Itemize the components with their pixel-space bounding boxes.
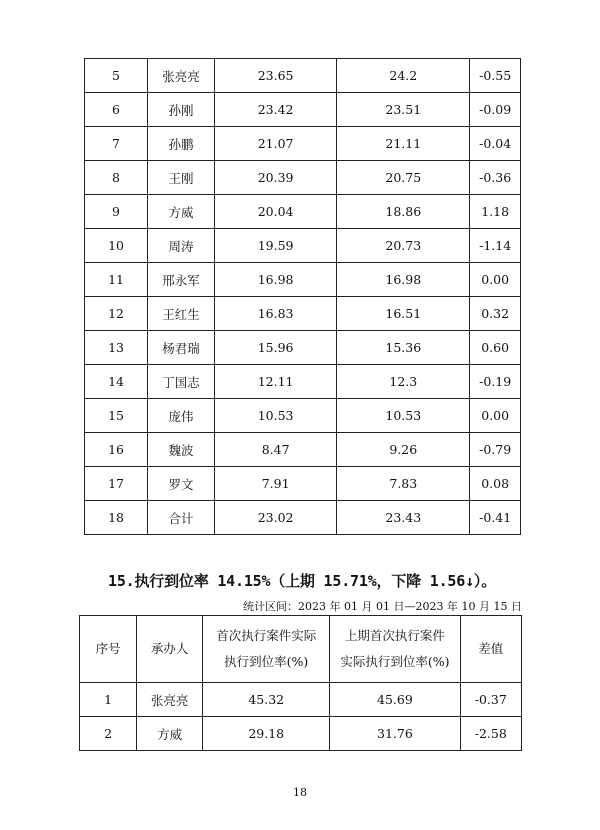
handler-cell: 张亮亮 xyxy=(148,59,215,93)
seq-cell: 13 xyxy=(85,331,148,365)
seq-cell: 10 xyxy=(85,229,148,263)
difference-cell: -0.37 xyxy=(460,683,521,717)
section-heading: 15.执行到位率 14.15%（上期 15.71%，下降 1.56↓）。 xyxy=(108,572,497,590)
seq-cell: 17 xyxy=(85,467,148,501)
current-value-cell: 29.18 xyxy=(203,717,330,751)
difference-cell: -0.55 xyxy=(470,59,521,93)
table-row xyxy=(85,59,521,93)
table-row xyxy=(85,399,521,433)
previous-value-cell: 10.53 xyxy=(337,399,470,433)
table-row xyxy=(85,263,521,297)
seq-cell: 16 xyxy=(85,433,148,467)
handler-cell: 王红生 xyxy=(148,297,215,331)
header-previous-line2: 实际执行到位率(%) xyxy=(340,654,450,669)
current-value-cell: 8.47 xyxy=(214,433,336,467)
table-row xyxy=(85,195,521,229)
header-previous-rate xyxy=(330,616,460,683)
header-difference: 差值 xyxy=(460,616,521,683)
seq-cell: 1 xyxy=(80,683,137,717)
header-previous-line1: 上期首次执行案件 xyxy=(344,628,445,643)
current-value-cell: 21.07 xyxy=(214,127,336,161)
seq-cell: 12 xyxy=(85,297,148,331)
table-header-row xyxy=(80,616,522,683)
header-handler: 承办人 xyxy=(137,616,203,683)
previous-value-cell: 18.86 xyxy=(337,195,470,229)
difference-cell: 0.08 xyxy=(470,467,521,501)
current-value-cell: 19.59 xyxy=(214,229,336,263)
current-value-cell: 20.39 xyxy=(214,161,336,195)
handler-cell: 杨君瑞 xyxy=(148,331,215,365)
previous-value-cell: 20.75 xyxy=(337,161,470,195)
difference-cell: -2.58 xyxy=(460,717,521,751)
handler-cell: 孙刚 xyxy=(148,93,215,127)
seq-cell: 7 xyxy=(85,127,148,161)
difference-cell: -0.19 xyxy=(470,365,521,399)
handler-cell: 方威 xyxy=(148,195,215,229)
current-value-cell: 12.11 xyxy=(214,365,336,399)
header-current-line1: 首次执行案件实际 xyxy=(216,628,317,643)
previous-value-cell: 16.51 xyxy=(337,297,470,331)
seq-cell: 8 xyxy=(85,161,148,195)
previous-value-cell: 24.2 xyxy=(337,59,470,93)
current-value-cell: 45.32 xyxy=(203,683,330,717)
current-value-cell: 23.42 xyxy=(214,93,336,127)
handler-cell: 周涛 xyxy=(148,229,215,263)
current-value-cell: 23.02 xyxy=(214,501,336,535)
difference-cell: -0.09 xyxy=(470,93,521,127)
previous-value-cell: 16.98 xyxy=(337,263,470,297)
current-value-cell: 16.83 xyxy=(214,297,336,331)
previous-value-cell: 9.26 xyxy=(337,433,470,467)
difference-cell: 0.32 xyxy=(470,297,521,331)
handler-cell: 庞伟 xyxy=(148,399,215,433)
difference-cell: 0.00 xyxy=(470,263,521,297)
current-value-cell: 10.53 xyxy=(214,399,336,433)
statistics-period: 统计区间：2023 年 01 月 01 日—2023 年 10 月 15 日 xyxy=(243,600,522,613)
current-value-cell: 7.91 xyxy=(214,467,336,501)
handler-cell: 方威 xyxy=(137,717,203,751)
seq-cell: 14 xyxy=(85,365,148,399)
table-row xyxy=(80,717,522,751)
table-row xyxy=(80,683,522,717)
table-row xyxy=(85,365,521,399)
difference-cell: -0.36 xyxy=(470,161,521,195)
seq-cell: 5 xyxy=(85,59,148,93)
handler-cell: 魏波 xyxy=(148,433,215,467)
seq-cell: 2 xyxy=(80,717,137,751)
previous-value-cell: 45.69 xyxy=(330,683,460,717)
table-row xyxy=(85,467,521,501)
handler-cell: 王刚 xyxy=(148,161,215,195)
handler-cell: 罗文 xyxy=(148,467,215,501)
handler-cell: 邢永军 xyxy=(148,263,215,297)
difference-cell: 0.00 xyxy=(470,399,521,433)
table-row xyxy=(85,229,521,263)
table-row xyxy=(85,93,521,127)
table-row xyxy=(85,127,521,161)
seq-cell: 9 xyxy=(85,195,148,229)
current-value-cell: 20.04 xyxy=(214,195,336,229)
difference-cell: -1.14 xyxy=(470,229,521,263)
handler-cell: 孙鹏 xyxy=(148,127,215,161)
handler-cell: 合计 xyxy=(148,501,215,535)
header-current-rate xyxy=(203,616,330,683)
previous-value-cell: 15.36 xyxy=(337,331,470,365)
execution-rate-table xyxy=(79,615,522,751)
previous-value-cell: 23.43 xyxy=(337,501,470,535)
seq-cell: 15 xyxy=(85,399,148,433)
difference-cell: -0.41 xyxy=(470,501,521,535)
previous-value-cell: 12.3 xyxy=(337,365,470,399)
current-value-cell: 15.96 xyxy=(214,331,336,365)
previous-value-cell: 21.11 xyxy=(337,127,470,161)
previous-value-cell: 31.76 xyxy=(330,717,460,751)
table-row xyxy=(85,297,521,331)
current-value-cell: 23.65 xyxy=(214,59,336,93)
difference-cell: -0.04 xyxy=(470,127,521,161)
difference-cell: 0.60 xyxy=(470,331,521,365)
previous-value-cell: 7.83 xyxy=(337,467,470,501)
seq-cell: 11 xyxy=(85,263,148,297)
difference-cell: 1.18 xyxy=(470,195,521,229)
page-number: 18 xyxy=(293,786,307,799)
seq-cell: 6 xyxy=(85,93,148,127)
current-value-cell: 16.98 xyxy=(214,263,336,297)
seq-cell: 18 xyxy=(85,501,148,535)
previous-value-cell: 23.51 xyxy=(337,93,470,127)
table-row xyxy=(85,501,521,535)
ranking-table-continued xyxy=(84,58,521,535)
previous-value-cell: 20.73 xyxy=(337,229,470,263)
table-row xyxy=(85,433,521,467)
handler-cell: 张亮亮 xyxy=(137,683,203,717)
table-row xyxy=(85,331,521,365)
header-current-line2: 执行到位率(%) xyxy=(224,654,309,669)
handler-cell: 丁国志 xyxy=(148,365,215,399)
header-seq: 序号 xyxy=(80,616,137,683)
table-row xyxy=(85,161,521,195)
difference-cell: -0.79 xyxy=(470,433,521,467)
